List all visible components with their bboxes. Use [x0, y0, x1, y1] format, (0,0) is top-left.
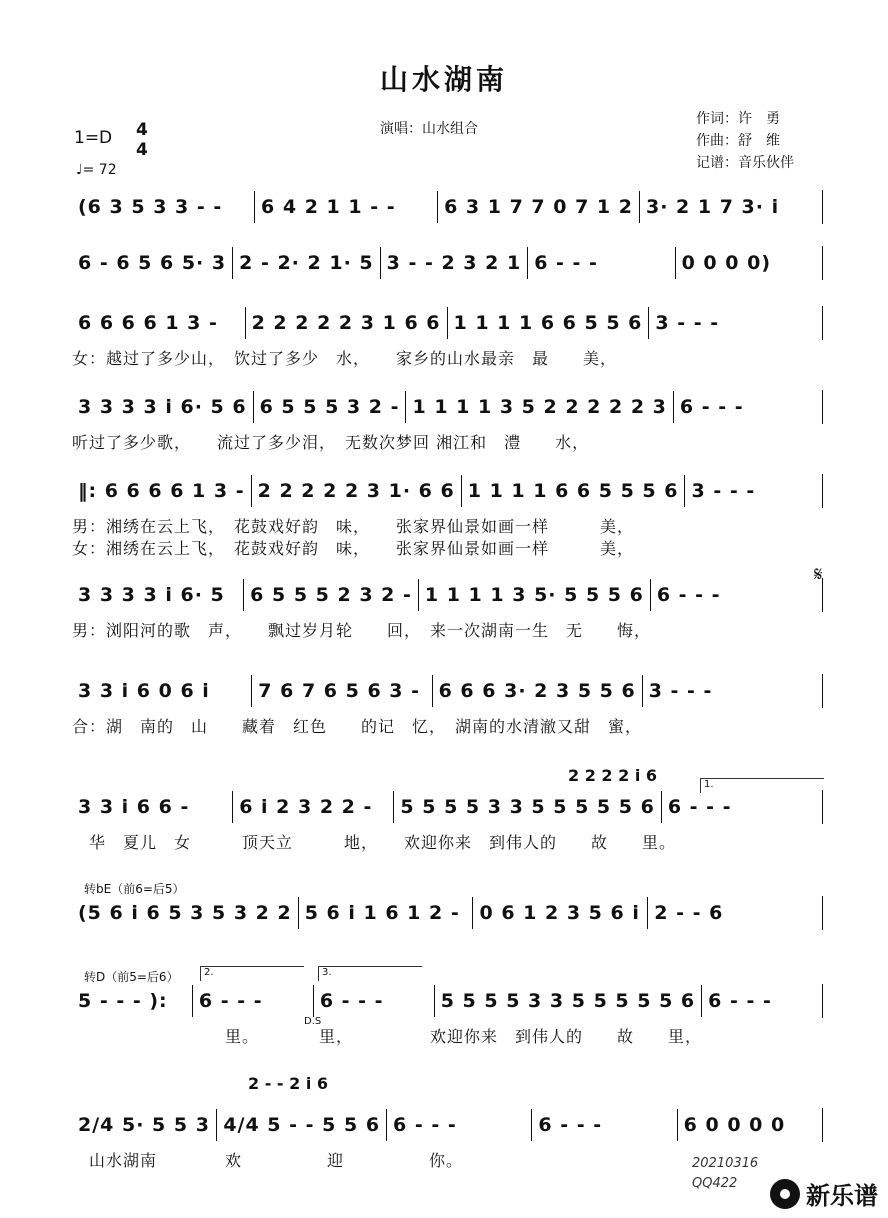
- modulation-bE: 转bE（前6=后5）: [84, 882, 185, 896]
- measure: 3 3 i 6 6 -: [78, 796, 190, 818]
- date-stamp: 20210316: [692, 1156, 759, 1171]
- measure: 6 - - -: [192, 985, 313, 1017]
- measure: (6 3 5 3 3 - -: [78, 196, 223, 218]
- measure: 6 3 1 7 7 0 7 1 2: [437, 191, 639, 223]
- measure: 7 6 7 6 5 6 3 -: [251, 675, 431, 707]
- measure: 2 - 2· 2 1· 5: [232, 247, 380, 279]
- singer-credit: 演唱：山水组合: [380, 121, 478, 137]
- lyric-line: 华 夏儿 女 顶天立 地， 欢迎你来 到伟人的 故 里。: [72, 833, 677, 852]
- measure: 5 - - - ):: [78, 990, 168, 1012]
- measure: 1 1 1 1 6 6 5 5 6: [447, 307, 649, 339]
- qq-stamp: QQ422: [692, 1176, 738, 1191]
- measure: 6 - - -: [673, 391, 822, 423]
- measure: 5 5 5 5 3 3 5 5 5 5 5 6: [434, 985, 701, 1017]
- lyric-line: 听过了多少歌， 流过了多少泪， 无数次梦回 湘江和 澧 水，: [72, 433, 590, 452]
- measure: 6 0 0 0 0: [677, 1109, 822, 1141]
- note-line: [72, 674, 823, 708]
- measure: 6 - - -: [386, 1109, 531, 1141]
- modulation-D: 转D（前5=后6）: [84, 970, 179, 984]
- lyric-line: 合：湖 南的 山 藏着 红色 的记 忆， 湖南的水清澈又甜 蜜，: [72, 717, 643, 736]
- measure: 6 5 5 5 2 3 2 -: [243, 579, 418, 611]
- measure: 6 - - -: [313, 985, 434, 1017]
- volta-1: 1.: [700, 778, 824, 793]
- measure: 1 1 1 1 3 5 2 2 2 2 2 3: [405, 391, 672, 423]
- logo-text: 新乐谱: [806, 1182, 878, 1210]
- measure: 1 1 1 1 6 6 5 5 5 6: [461, 475, 685, 507]
- measure: 3 - - -: [648, 307, 822, 339]
- lyric-line: 男：湘绣在云上飞， 花鼓戏好韵 味， 张家界仙景如画一样 美，: [72, 517, 635, 536]
- note-line: [72, 1108, 823, 1142]
- lyric-line: 女：越过了多少山， 饮过了多少 水， 家乡的山水最亲 最 美，: [72, 349, 618, 368]
- record-icon: [770, 1179, 800, 1209]
- lyric-line: 女：湘绣在云上飞， 花鼓戏好韵 味， 张家界仙景如画一样 美，: [72, 539, 635, 558]
- site-logo: [770, 1176, 878, 1211]
- measure: ‖: 6 6 6 6 1 3 -: [78, 480, 245, 502]
- note-line: [72, 896, 823, 930]
- measure: 6 6 6 6 1 3 -: [78, 312, 218, 334]
- note-line: [72, 190, 823, 224]
- measure: 3 3 3 3 i 6· 5 6: [78, 396, 247, 418]
- measure: 5 6 i 1 6 1 2 -: [298, 897, 473, 929]
- song-title: 山水湖南: [379, 63, 508, 96]
- time-signature-bottom: 4: [136, 140, 148, 160]
- upper-voice-line-2: 2 - - 2 i 6: [248, 1074, 329, 1093]
- measure: 5 5 5 5 3 3 5 5 5 5 5 6: [393, 791, 660, 823]
- lyric-line: 山水湖南 欢 迎 你。: [72, 1151, 464, 1170]
- measure: 4/4 5 - - 5 5 6: [216, 1109, 386, 1141]
- composer-credit: 作曲：舒 维: [696, 133, 780, 149]
- note-line: [72, 474, 823, 508]
- measure: 6 - - -: [650, 579, 822, 611]
- segno-mark: 𝄋: [814, 562, 823, 586]
- measure: 0 0 0 0): [675, 247, 822, 279]
- measure: 6 6 6 3· 2 3 5 5 6: [432, 675, 642, 707]
- measure: 6 4 2 1 1 - -: [254, 191, 437, 223]
- measure: 6 i 2 3 2 2 -: [232, 791, 393, 823]
- measure: 6 - - -: [531, 1109, 676, 1141]
- measure: 6 - - -: [527, 247, 674, 279]
- note-line: [72, 578, 823, 612]
- key-signature: 1=D: [74, 128, 113, 148]
- lyricist-credit: 作词：许 勇: [696, 111, 780, 127]
- time-signature-top: 4: [136, 120, 148, 140]
- tempo-marking: ♩= 72: [76, 162, 117, 178]
- measure: 2 2 2 2 2 3 1· 6 6: [251, 475, 461, 507]
- measure: 0 6 1 2 3 5 6 i: [472, 897, 647, 929]
- measure: 3· 2 1 7 3· i: [639, 191, 822, 223]
- measure: 3 - - -: [642, 675, 822, 707]
- volta-2: 2.: [200, 966, 304, 981]
- volta-3: 3.: [318, 966, 422, 981]
- measure: 6 - - -: [661, 791, 822, 823]
- measure: 2 - - 6: [647, 897, 822, 929]
- measure: 3 3 3 3 i 6· 5: [78, 584, 225, 606]
- measure: 6 5 5 5 3 2 -: [253, 391, 406, 423]
- note-line: [72, 790, 823, 824]
- ds-mark: D.S: [304, 1016, 322, 1027]
- measure: 2 2 2 2 2 3 1 6 6: [245, 307, 447, 339]
- note-line: [72, 390, 823, 424]
- measure: 3 - - 2 3 2 1: [380, 247, 528, 279]
- measure: 3 3 i 6 0 6 i: [78, 680, 210, 702]
- upper-voice-line-1: 2 2 2 2 i 6: [568, 766, 657, 785]
- measure: 6 - - -: [701, 985, 822, 1017]
- note-line: [72, 306, 823, 340]
- measure: 6 - 6 5 6 5· 3: [78, 252, 227, 274]
- measure: 3 - - -: [684, 475, 822, 507]
- measure: 2/4 5· 5 5 3: [78, 1114, 210, 1136]
- note-line: [72, 246, 823, 280]
- lyric-line: 里。 里， 欢迎你来 到伟人的 故 里，: [72, 1027, 703, 1046]
- measure: (5 6 i 6 5 3 5 3 2 2: [78, 902, 292, 924]
- note-line: [72, 984, 823, 1018]
- lyric-line: 男：浏阳河的歌 声， 飘过岁月轮 回， 来一次湖南一生 无 悔，: [72, 621, 652, 640]
- transcriber-credit: 记谱：音乐伙伴: [696, 155, 794, 171]
- measure: 1 1 1 1 3 5· 5 5 5 6: [418, 579, 650, 611]
